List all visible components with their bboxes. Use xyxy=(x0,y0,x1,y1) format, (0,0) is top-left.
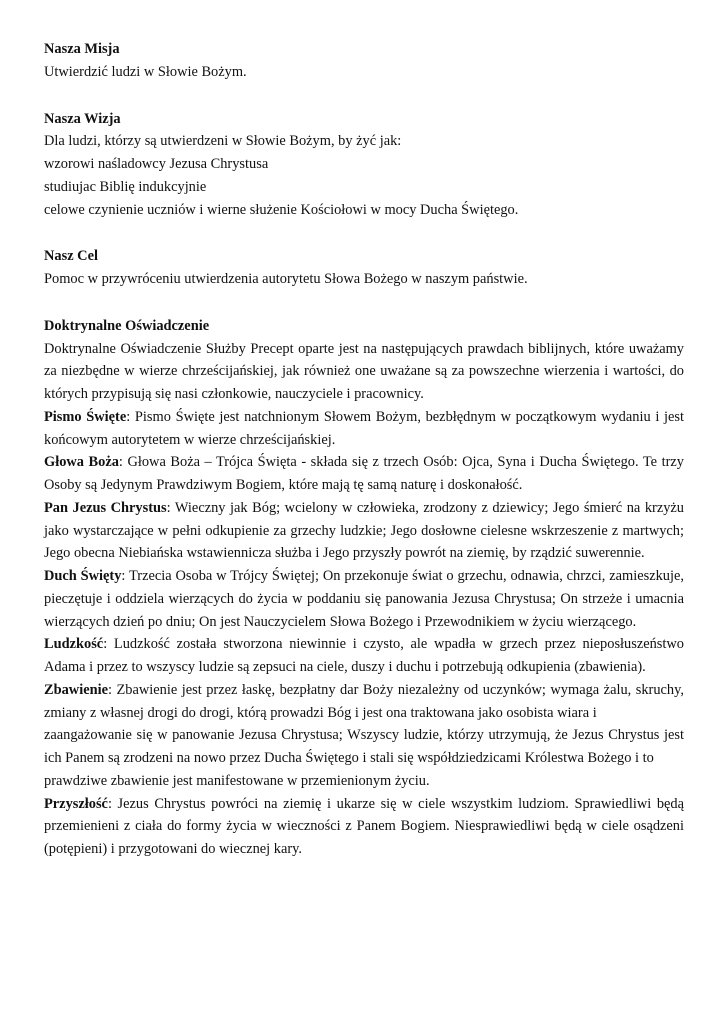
doctrine-item-text: : Głowa Boża – Trójca Święta - składa się z trzech Osób: Ojca, Syna i Ducha Świętego. Te trzy xyxy=(118,454,685,471)
vision-heading: Nasza Wizja xyxy=(44,110,121,127)
doctrine-item-line: ich Panem są zrodzeni na nowo przez Ducha Świętego i stali się współdziedzicami Królestwa Bożego i to xyxy=(44,750,654,766)
doctrine-item-line: (potępieni) i przygotowani do wiecznej kary. xyxy=(44,841,303,857)
doctrine-intro xyxy=(44,338,684,406)
doctrine-item-godhead xyxy=(44,451,684,497)
doctrine-item-line xyxy=(44,451,684,474)
doctrine-item-line xyxy=(44,793,684,816)
document-page xyxy=(44,38,684,861)
doctrine-item-line: końcowym autorytetem w wierze chrześcijańskiej. xyxy=(44,431,336,448)
vision-line: Dla ludzi, którzy są utwierdzeni w Słowie Bożym, by żyć jak: xyxy=(44,133,402,150)
doctrine-item-text: : Ludzkość została stworzona niewinnie i czysto, ale wpadła w grzech przez nieposłuszeństwo xyxy=(103,636,684,653)
doctrine-item-line xyxy=(44,406,684,429)
doctrine-item-text: : Wieczny jak Bóg; wcielony w człowieka, zrodzony z dziewicy; Jego śmierć na krzyżu xyxy=(166,499,685,516)
doctrine-item-line: jako wystarczające w pełni odkupienie za grzechy ludzkie; Jego dosłowne cielesne wskrzeszenie z martwych; xyxy=(44,522,684,539)
doctrine-item-humanity xyxy=(44,633,684,679)
doctrine-item-line: wierzących dzień po dniu; On jest Nauczycielem Słowa Bożego i Przewodnikiem w życiu wierzącego. xyxy=(44,613,637,630)
goal-text: Pomoc w przywróceniu utwierdzenia autorytetu Słowa Bożego w naszym państwie. xyxy=(44,271,528,287)
doctrine-item-term: Ludzkość xyxy=(44,636,104,653)
doctrine-item-line: przemienieni z ciała do formy życia w wieczności z Panem Bogiem. Niesprawiedliwi będą w ciele osądzeni xyxy=(44,818,684,835)
doctrine-item-line xyxy=(44,497,684,520)
vision-line: studiujac Biblię indukcyjnie xyxy=(44,178,207,195)
doctrine-intro-line: za niezbędne w wierze chrześcijańskiej, jak również one uważane są za powszechne wierzenia i wartości, do xyxy=(44,363,684,380)
doctrine-item-term: Zbawienie xyxy=(44,681,108,698)
doctrine-item-line xyxy=(44,633,684,656)
doctrine-item-text: : Zbawienie jest przez łaskę, bezpłatny dar Boży niezależny od uczynków; wymaga żalu, skruchy, xyxy=(107,681,684,698)
mission-heading: Nasza Misja xyxy=(44,41,120,57)
doctrine-item-term: Duch Święty xyxy=(44,568,122,584)
doctrine-item-scripture xyxy=(44,406,684,452)
doctrine-item-text: : Jezus Chrystus powróci na ziemię i ukarze się w ciele wszystkim ludziom. Sprawiedliwi będą xyxy=(107,795,684,812)
doctrine-intro-line: których przypisują się nasi członkowie, nauczyciele i pracownicy. xyxy=(44,386,424,402)
vision-line: wzorowi naśladowcy Jezusa Chrystusa xyxy=(44,156,269,172)
doctrine-item-line: Adama i przez to wszyscy ludzie są zepsuci na ciele, duszy i duchu i potrzebują odkupienia (zbawienia). xyxy=(44,659,646,675)
doctrine-item-term: Głowa Boża xyxy=(44,454,119,471)
doctrine-item-holy-spirit xyxy=(44,565,684,633)
doctrine-item-text: : Trzecia Osoba w Trójcy Świętej; On przekonuje świat o grzechu, odnawia, chrzci, zamieszkuje, xyxy=(121,568,684,584)
doctrine-item-term: Przyszłość xyxy=(44,795,108,812)
doctrine-item-term: Pismo Święte xyxy=(44,408,127,425)
doctrine-item-line xyxy=(44,679,684,702)
goal-heading: Nasz Cel xyxy=(44,248,98,265)
doctrine-item-line: pieczętuje i oddziela wierzących do życia w poddaniu się panowania Jezusa Chrystusa; On strzeże i umacnia xyxy=(44,590,684,607)
vision-line: celowe czynienie uczniów i wierne służenie Kościołowi w mocy Ducha Świętego. xyxy=(44,201,519,218)
doctrine-heading: Doktrynalne Oświadczenie xyxy=(44,317,210,334)
doctrine-item-text: : Pismo Święte jest natchnionym Słowem Bożym, bezbłędnym w początkowym wydaniu i jest xyxy=(126,408,684,425)
section-spacer xyxy=(44,221,684,245)
doctrine-item-line: zmiany z własnej drogi do drogi, którą prowadzi Bóg i jest ona traktowana jako osobista wiara i xyxy=(44,704,597,721)
doctrine-item-jesus xyxy=(44,497,684,565)
doctrine-item-future xyxy=(44,793,684,861)
doctrine-item-term: Pan Jezus Chrystus xyxy=(44,499,167,516)
section-spacer xyxy=(44,291,684,315)
doctrine-item-line xyxy=(44,565,684,588)
doctrine-item-line: zaangażowanie się w panowanie Jezusa Chrystusa; Wszyscy ludzie, którzy utrzymują, że Jezus Chrystus jest xyxy=(44,727,684,744)
doctrine-item-line: prawdziwe zbawienie jest manifestowane w przemienionym życiu. xyxy=(44,772,430,789)
doctrine-item-line: Osoby są Jedynym Prawdziwym Bogiem, które mają tę samą naturę i doskonałość. xyxy=(44,477,523,493)
doctrine-item-salvation xyxy=(44,679,684,793)
mission-text: Utwierdzić ludzi w Słowie Bożym. xyxy=(44,63,247,80)
doctrine-item-line: Jego obecna Niebiańska wstawiennicza służba i Jego przyszły powrót na ziemię, by rządzić suwerennie. xyxy=(44,545,645,562)
doctrine-intro-line: Doktrynalne Oświadczenie Służby Precept oparte jest na następujących prawdach biblijnych, które uważamy xyxy=(44,340,684,357)
section-spacer xyxy=(44,84,684,108)
